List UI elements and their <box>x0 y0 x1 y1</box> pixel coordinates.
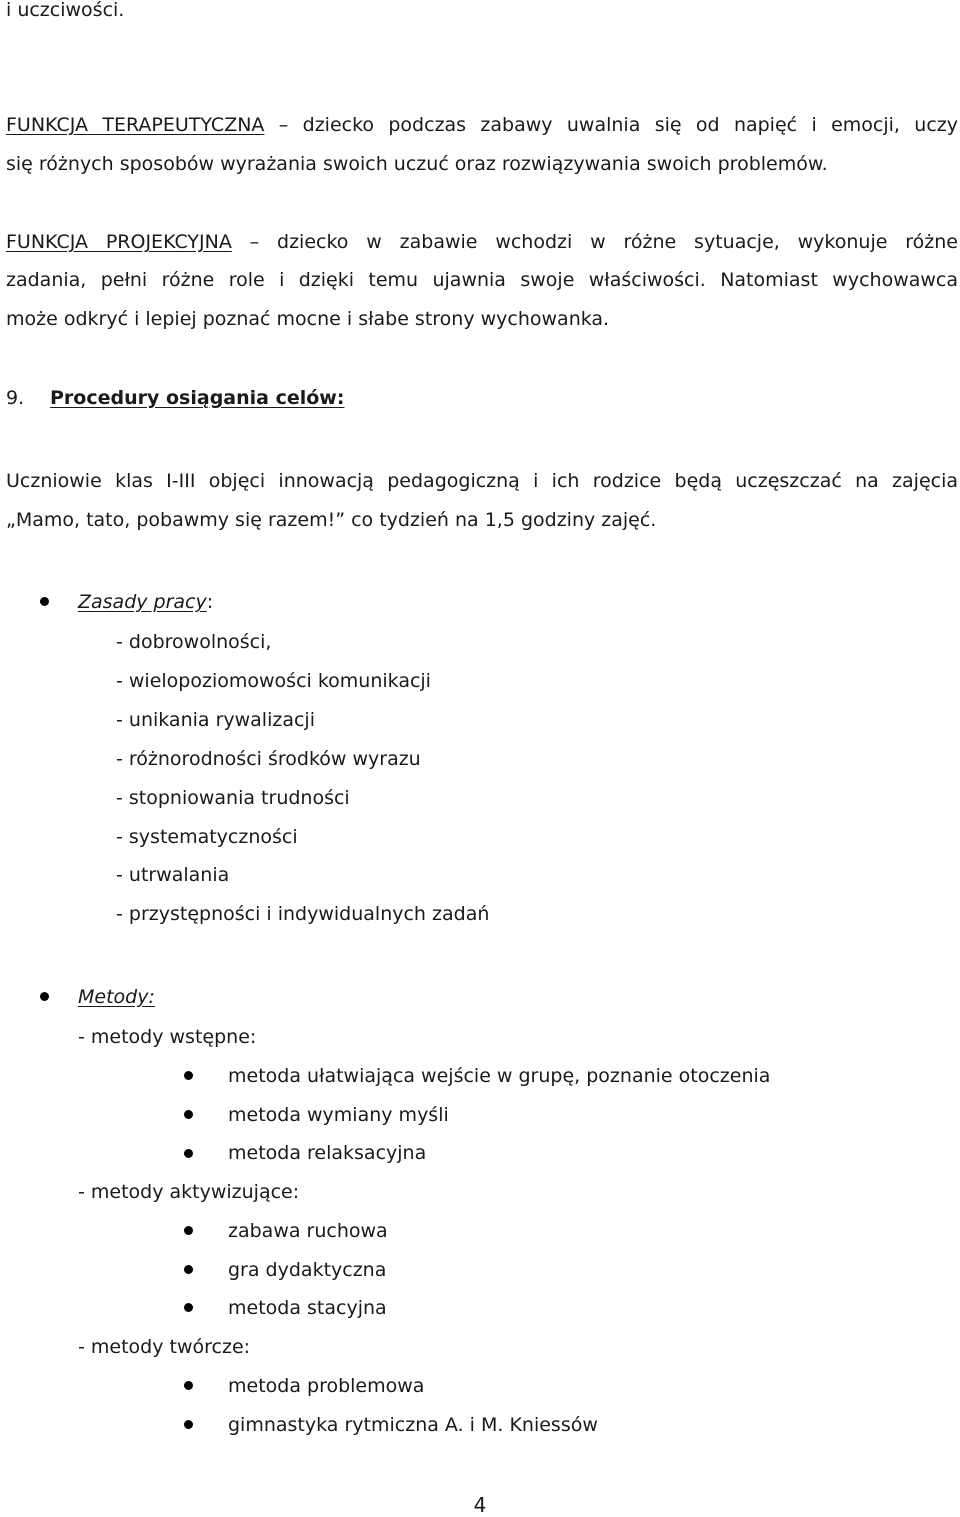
projective-function-line1 <box>6 230 958 254</box>
therapeutic-function-term: FUNKCJA TERAPEUTYCZNA <box>6 114 265 136</box>
principle-item: - systematyczności <box>116 826 298 848</box>
principle-item: - wielopoziomowości komunikacji <box>116 670 431 692</box>
bullet-icon <box>184 1226 193 1235</box>
principles-heading-colon: : <box>206 591 214 613</box>
section-9-heading <box>6 386 344 410</box>
method-item: gra dydaktyczna <box>228 1259 387 1281</box>
section-9-paragraph-line2: „Mamo, tato, pobawmy się razem!” co tydzień na 1,5 godziny zajęć. <box>6 509 657 531</box>
methods-heading: Metody: <box>78 986 155 1008</box>
bullet-icon <box>184 1110 193 1119</box>
intro-tail: i uczciwości. <box>6 0 125 21</box>
principle-item: - dobrowolności, <box>116 631 272 653</box>
section-title: Procedury osiągania celów: <box>50 387 345 409</box>
principles-heading-text: Zasady pracy <box>78 591 207 613</box>
bullet-icon <box>184 1303 193 1312</box>
bullet-icon <box>184 1381 193 1390</box>
principle-item: - unikania rywalizacji <box>116 709 315 731</box>
bullet-icon <box>184 1149 193 1158</box>
bullet-icon <box>40 992 49 1001</box>
projective-function-text: – dziecko w zabawie wchodzi w różne sytuacje, wykonuje różne <box>231 231 958 253</box>
methods-group-label: - metody twórcze: <box>78 1336 251 1358</box>
projective-function-line3: może odkryć i lepiej poznać mocne i słabe strony wychowanka. <box>6 308 610 330</box>
methods-group-label: - metody aktywizujące: <box>78 1181 300 1203</box>
principle-item: - stopniowania trudności <box>116 787 350 809</box>
principle-item: - przystępności i indywidualnych zadań <box>116 903 490 925</box>
method-item: metoda wymiany myśli <box>228 1104 449 1126</box>
bullet-icon <box>40 597 49 606</box>
method-item: zabawa ruchowa <box>228 1220 388 1242</box>
section-9-paragraph-line1: Uczniowie klas I-III objęci innowacją pedagogiczną i ich rodzice będą uczęszczać na zajęcia <box>6 470 958 492</box>
therapeutic-function-text: – dziecko podczas zabawy uwalnia się od napięć i emocji, uczy <box>264 114 958 136</box>
principle-item: - utrwalania <box>116 864 230 886</box>
methods-group-label: - metody wstępne: <box>78 1026 257 1048</box>
principles-heading <box>78 590 213 614</box>
bullet-icon <box>184 1420 193 1429</box>
method-item: metoda relaksacyjna <box>228 1142 427 1164</box>
section-number: 9. <box>6 387 25 409</box>
bullet-icon <box>184 1071 193 1080</box>
projective-function-line2: zadania, pełni różne role i dzięki temu ujawnia swoje właściwości. Natomiast wychowawca <box>6 269 958 291</box>
page-number: 4 <box>473 1493 487 1517</box>
method-item: metoda stacyjna <box>228 1297 387 1319</box>
principle-item: - różnorodności środków wyrazu <box>116 748 421 770</box>
method-item: metoda ułatwiająca wejście w grupę, poznanie otoczenia <box>228 1065 771 1087</box>
therapeutic-function-line1 <box>6 113 958 137</box>
therapeutic-function-line2: się różnych sposobów wyrażania swoich uczuć oraz rozwiązywania swoich problemów. <box>6 153 828 175</box>
bullet-icon <box>184 1265 193 1274</box>
method-item: metoda problemowa <box>228 1375 425 1397</box>
projective-function-term: FUNKCJA PROJEKCYJNA <box>6 231 232 253</box>
method-item: gimnastyka rytmiczna A. i M. Kniessów <box>228 1414 598 1436</box>
